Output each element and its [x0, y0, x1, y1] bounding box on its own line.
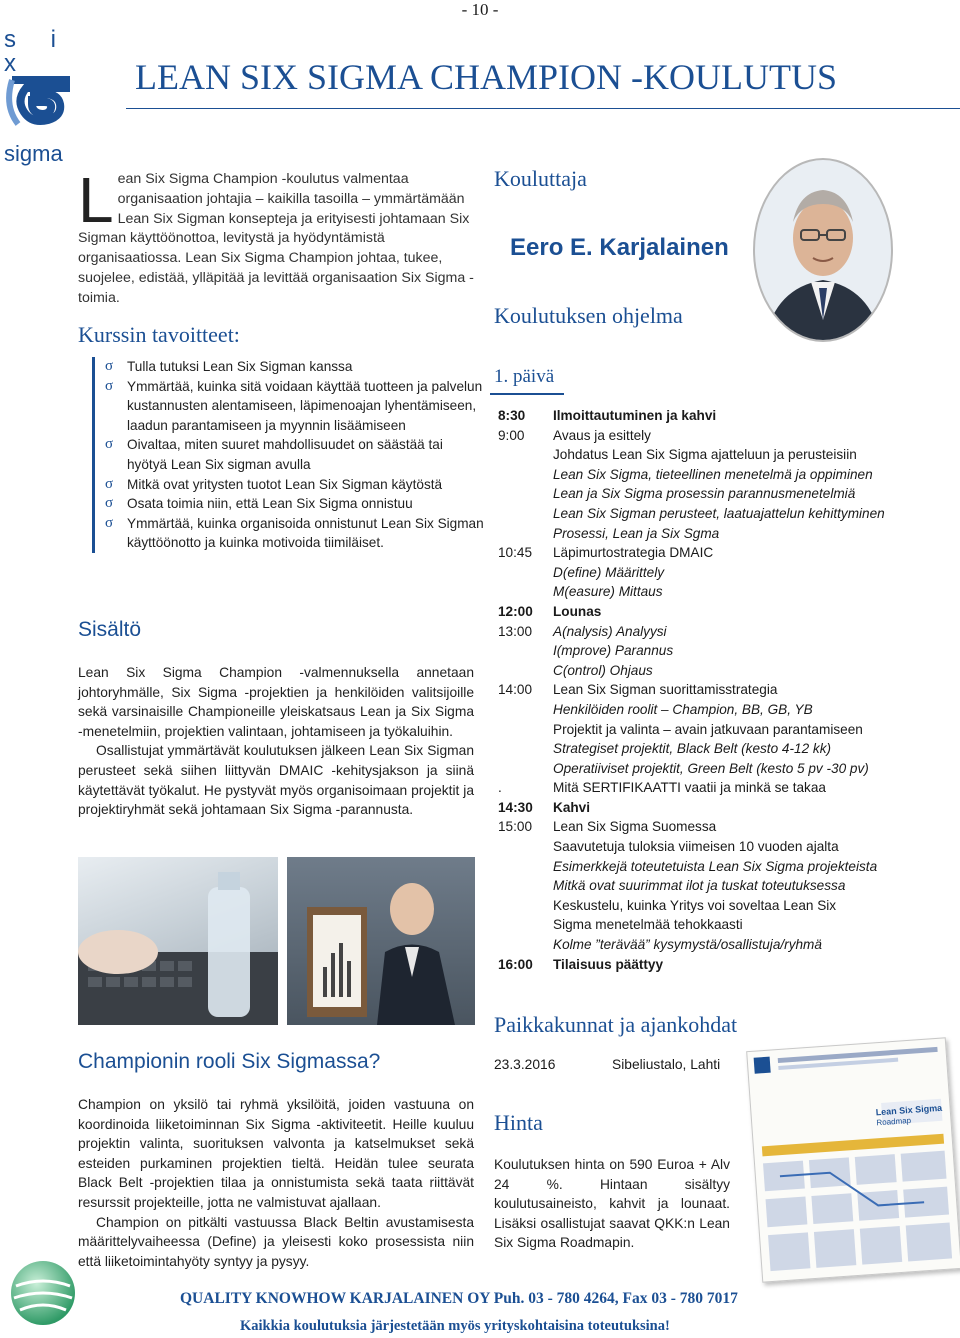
schedule-row — [498, 915, 938, 935]
goal-item: σ Ymmärtää, kuinka organisoida onnistunut Lean Six Sigman käyttöönotto ja kuinka motivoida tiimiläiset. — [105, 514, 484, 551]
role-heading: Championin rooli Six Sigmassa? — [78, 1050, 381, 1073]
schedule-row — [498, 582, 938, 602]
schedule-row — [498, 935, 938, 955]
schedule-row — [498, 465, 938, 485]
role-body — [78, 1095, 474, 1271]
schedule-row — [498, 778, 938, 798]
schedule-row — [498, 504, 938, 524]
schedule-row — [498, 406, 938, 426]
sigma-bullet-icon: σ — [105, 514, 114, 531]
schedule-item: Operatiiviset projektit, Green Belt (kesto 5 pv -30 pv) — [553, 760, 869, 776]
title-divider — [126, 108, 960, 109]
keyboard-water-photo — [78, 857, 278, 1025]
schedule-time: 13:00 — [498, 623, 533, 639]
content-heading: Sisältö — [78, 618, 142, 641]
schedule-row — [498, 445, 938, 465]
schedule-time: 9:00 — [498, 427, 525, 443]
goals-heading: Kurssin tavoitteet: — [78, 322, 240, 347]
schedule-row — [498, 759, 938, 779]
schedule-row — [498, 837, 938, 857]
places-heading: Paikkakunnat ja ajankohdat — [494, 1012, 738, 1037]
schedule-time — [498, 700, 553, 720]
program-day: 1. päivä — [494, 366, 555, 387]
schedule-time — [498, 641, 553, 661]
schedule-item: Kolme ”terävää” kysymystä/osallistuja/ryhmä — [553, 937, 822, 953]
page-number: - 10 - — [461, 0, 499, 19]
logo-top-text: s i x — [4, 26, 70, 77]
schedule-row — [498, 798, 938, 818]
schedule-item: C(ontrol) Ohjaus — [553, 662, 653, 678]
goal-item: σ Oivaltaa, miten suuret mahdollisuudet on säästää tai hyötyä Lean Six sigman avulla — [105, 436, 443, 472]
schedule-item: Lounas — [553, 603, 602, 619]
schedule-item: Lean Six Sigma, tieteellinen menetelmä ja oppiminen — [553, 466, 873, 482]
schedule-time — [498, 563, 553, 583]
schedule-row — [498, 700, 938, 720]
schedule-time: 14:00 — [498, 682, 533, 698]
schedule-row — [498, 739, 938, 759]
schedule-row — [498, 720, 938, 740]
schedule-row — [498, 524, 938, 544]
goal-item: σ Osata toimia niin, että Lean Six Sigma onnistuu — [105, 494, 485, 514]
schedule-item: Johdatus Lean Six Sigma ajatteluun ja perusteisiin — [553, 447, 857, 463]
schedule-item: Strategiset projektit, Black Belt (kesto 4-12 kk) — [553, 741, 832, 757]
goal-item: σ Tulla tutuksi Lean Six Sigman kanssa — [105, 357, 485, 377]
schedule-row — [498, 876, 938, 896]
schedule-item: Henkilöiden roolit – Champion, BB, GB, YB — [553, 701, 813, 717]
schedule-item: Läpimurtostrategia DMAIC — [553, 545, 714, 561]
schedule-row — [498, 641, 938, 661]
schedule-time — [498, 876, 553, 896]
schedule-row — [498, 857, 938, 877]
schedule-item: Sigma menetelmää tehokkaasti — [553, 917, 743, 933]
schedule-time: 15:00 — [498, 819, 533, 835]
sigma-bullet-icon: σ — [105, 358, 114, 374]
schedule-time — [498, 524, 553, 544]
role-paragraph-2: Champion on pitkälti vastuussa Black Beltin avustamisesta määrittelyvaiheessa (Define) ja yleisesti koko prosessista niin että liiketoimintahyöty syntyy ja pysyy. — [78, 1214, 474, 1269]
presenter-illustration — [287, 857, 475, 1025]
schedule-item: A(nalysis) Analyysi — [553, 623, 667, 639]
roadmap-image — [746, 1037, 960, 1282]
content-paragraph-2: Osallistujat ymmärtävät koulutuksen jälkeen Lean Six Sigman perusteet sekä siihen liittyvän DMAIC -kehitysjakson ja siinä käytettävät työkalut. He pystyvät myös organisoimaan projektit ja projektiryhmät sekä johtamaan Six Sigma -parannusta. — [78, 743, 474, 818]
schedule-time — [498, 484, 553, 504]
intro-text: ean Six Sigma Champion -koulutus valmentaa organisaation johtajia – kaikilla tasoilla – ymmärtämään Lean Six Sigman konsepteja ja erityisesti johtamaan Six Sigman käyttöönottoa, levitystä ja hyödyntämistä organisaatiossa. Lean Six Sigma Champion johtaa, tukee, suojelee, edistää, ylläpitää ja levittää organisaation Six Sigma -toimia. — [78, 171, 474, 306]
schedule-time — [498, 445, 553, 465]
schedule-row — [498, 426, 938, 446]
schedule-item: Keskustelu, kuinka Yritys voi soveltaa Lean Six — [553, 897, 837, 913]
schedule-item: Lean Six Sigma Suomessa — [553, 819, 717, 835]
schedule-time — [498, 504, 553, 524]
schedule-time: 14:30 — [498, 799, 533, 815]
schedule-time: 16:00 — [498, 956, 533, 972]
schedule-row — [498, 661, 938, 681]
goal-item: σ Ymmärtää, kuinka sitä voidaan käyttää tuotteen ja palvelun kustannusten alentamiseen, läpimenoajan lyhentämiseen, laadun parantamiseen ja myynnin lisäämiseen — [105, 377, 483, 433]
goal-item: σ Mitkä ovat yritysten tuotot Lean Six Sigman käytöstä — [105, 475, 485, 495]
day-underline — [490, 393, 564, 395]
goals-list — [92, 357, 485, 553]
schedule-item: Lean ja Six Sigma prosessin parannusmenetelmiä — [553, 486, 856, 502]
role-paragraph-1: Champion on yksilö tai ryhmä yksilöitä, joiden vastuuna on koordinoida liiketoiminnan Six Sigma -aktiviteetit. Heille kuuluu projektin valinta, suorituksen valvonta ja katselmukset sekä esteiden purkaminen projektien tieltä. Heidän tulee seurata Black Belt -projektien tilaa ja onnistumista sekä taata riittävät resurssit projekteille, jotta ne valmistuvat ajallaan. — [78, 1097, 474, 1210]
presenter-photo — [287, 857, 475, 1025]
schedule-row — [498, 622, 938, 642]
sigma-bullet-icon: σ — [105, 377, 114, 394]
schedule-row — [498, 543, 938, 563]
schedule-time — [498, 739, 553, 759]
schedule-time — [498, 582, 553, 602]
schedule-item: Kahvi — [553, 799, 591, 815]
trainer-heading: Kouluttaja — [494, 166, 587, 191]
schedule-time — [498, 661, 553, 681]
price-heading: Hinta — [494, 1110, 543, 1135]
schedule-item: Ilmoittautuminen ja kahvi — [553, 408, 717, 423]
roadmap-subtitle: Roadmap — [876, 1115, 912, 1128]
footer-contact: QUALITY KNOWHOW KARJALAINEN OY Puh. 03 - 780 4264, Fax 03 - 780 7017 — [180, 1290, 738, 1307]
schedule-time — [498, 896, 553, 916]
schedule-row — [498, 484, 938, 504]
schedule-item: Projektit ja valinta – avain jatkuvaan parantamiseen — [553, 721, 863, 737]
program-schedule — [498, 406, 938, 974]
schedule-time: 10:45 — [498, 545, 533, 561]
schedule-time — [498, 857, 553, 877]
place-date: 23.3.2016 — [494, 1057, 556, 1072]
intro-paragraph — [78, 164, 478, 309]
schedule-time: 8:30 — [498, 408, 526, 423]
schedule-item: Saavutetuja tuloksia viimeisen 10 vuoden ajalta — [553, 839, 839, 855]
schedule-item: Mitkä ovat suurimmat ilot ja tuskat toteutuksessa — [553, 878, 846, 894]
roadmap-title: Lean Six Sigma — [875, 1102, 943, 1118]
program-heading: Koulutuksen ohjelma — [494, 303, 683, 328]
schedule-row — [498, 955, 938, 975]
schedule-row — [498, 817, 938, 837]
schedule-row — [498, 602, 938, 622]
schedule-item: M(easure) Mittaus — [553, 584, 663, 600]
sigma-bullet-icon: σ — [105, 436, 114, 453]
schedule-item: I(mprove) Parannus — [553, 643, 674, 659]
portrait-illustration — [755, 160, 891, 340]
trainer-portrait — [753, 158, 893, 342]
footer-note: Kaikkia koulutuksia järjestetään myös yrityskohtaisina toteutuksina! — [240, 1318, 670, 1334]
schedule-item: Mitä SERTIFIKAATTI vaatii ja minkä se takaa — [553, 780, 826, 796]
price-text: Koulutuksen hinta on 590 Euroa + Alv 24 %. Hintaan sisältyy koulutusaineisto, kahvit ja lounaat. Lisäksi osallistujat saavat QKK:n Lean Six Sigma Roadmapin. — [494, 1157, 730, 1251]
roadmap-illustration — [747, 1038, 960, 1281]
page-title: LEAN SIX SIGMA CHAMPION -KOULUTUS — [135, 57, 838, 97]
schedule-item: D(efine) Määrittely — [553, 564, 665, 580]
globe-decoration-icon — [6, 1256, 80, 1330]
schedule-time — [498, 465, 553, 485]
content-paragraph-1: Lean Six Sigma Champion -valmennuksella annetaan johtoryhmälle, Six Sigma -projektien ja henkilöiden valitsijoille sekä varsinaisille Championeille yleiskatsaus Lean ja Six Sigma -menetelmiin, projektien valintaan, johtamiseen ja työkaluihin. — [78, 665, 474, 739]
schedule-time: 12:00 — [498, 603, 533, 619]
sigma-bullet-icon: σ — [105, 495, 114, 512]
trainer-name: Eero E. Karjalainen — [510, 234, 729, 261]
sigma-six-icon — [4, 76, 74, 138]
schedule-time — [498, 759, 553, 779]
schedule-item: Prosessi, Lean ja Six Sgma — [553, 525, 720, 541]
schedule-item: Avaus ja esittely — [553, 427, 651, 443]
schedule-time — [498, 837, 553, 857]
schedule-item: Lean Six Sigman perusteet, laatuajattelun kehittyminen — [553, 505, 885, 521]
schedule-time — [498, 935, 553, 955]
schedule-item: Esimerkkejä toteutetuista Lean Six Sigma projekteista — [553, 858, 878, 874]
logo-bottom-text: sigma — [4, 141, 63, 166]
schedule-row — [498, 680, 938, 700]
schedule-item: Lean Six Sigman suorittamisstrategia — [553, 682, 778, 698]
schedule-row — [498, 896, 938, 916]
schedule-row — [498, 563, 938, 583]
schedule-time: . — [498, 780, 502, 796]
drop-cap: L — [78, 164, 114, 236]
schedule-item: Tilaisuus päättyy — [553, 956, 664, 972]
sigma-bullet-icon: σ — [105, 475, 114, 492]
photo-illustration — [78, 857, 278, 1025]
schedule-time — [498, 915, 553, 935]
schedule-time — [498, 720, 553, 740]
place-location: Sibeliustalo, Lahti — [612, 1057, 721, 1072]
content-body — [78, 663, 474, 820]
six-sigma-logo — [4, 26, 74, 166]
